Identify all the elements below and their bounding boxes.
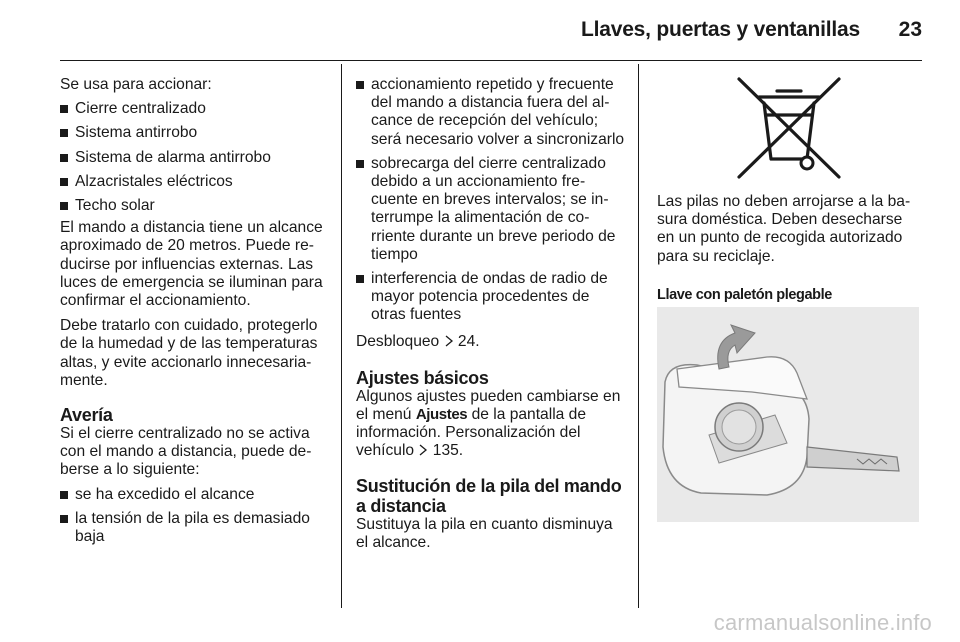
list-item: Cierre centralizado <box>60 100 328 118</box>
list-item: accionamiento repetido y frecuente del mando a distancia fuera del alcance de recepción del vehículo; será necesario volver a sincronizarlo <box>356 76 626 149</box>
settings-menu-name: Ajustes <box>415 406 468 424</box>
page-header-title: Llaves, puertas y ventanillas <box>580 18 860 41</box>
fault-cause-list <box>60 486 328 547</box>
folding-key-illustration <box>657 307 919 522</box>
list-item: Sistema de alarma antirrobo <box>60 149 328 167</box>
key-fob-battery-illustration <box>657 307 919 522</box>
header-rule <box>60 60 922 61</box>
site-watermark: carmanualsonline.info <box>713 610 932 635</box>
right-column <box>657 193 922 316</box>
bullet-icon <box>60 202 68 210</box>
crossed-out-wheelie-bin-icon <box>733 73 845 181</box>
basic-settings-heading: Ajustes básicos <box>356 367 489 388</box>
unlock-reference: Desbloqueo 24. <box>356 332 480 350</box>
list-item: Alzacristales eléctricos <box>60 173 328 191</box>
disposal-text: Las pilas no deben arrojarse a la basura doméstica. Deben desecharse en un punto de recogida autorizado para su reciclaje. <box>657 193 911 265</box>
left-column <box>60 76 328 552</box>
page-number: 23 <box>898 18 922 41</box>
folding-key-heading: Llave con paletón plegable <box>657 286 832 303</box>
bullet-icon <box>60 491 68 499</box>
page-reference-arrow-icon <box>418 444 428 456</box>
care-paragraph: Debe tratarlo con cuidado, protegerlo de la humedad y de las temperaturas altas, y evite accionarlo innecesariamente. <box>60 317 318 389</box>
bullet-icon <box>356 160 364 168</box>
column-divider-right <box>638 64 639 608</box>
unlock-page-ref[interactable]: 24. <box>457 332 480 350</box>
list-item: Sistema antirrobo <box>60 124 328 142</box>
basic-settings-text: Algunos ajustes pueden cambiarse en el menú Ajustes de la pantalla de información. Personalización del vehículo 135. <box>356 387 621 460</box>
bullet-icon <box>60 105 68 113</box>
list-item: sobrecarga del cierre centralizado debido a un accionamiento frecuente en breves intervalos; se interrumpe la alimentación de corriente durante un breve periodo de tiempo <box>356 155 626 264</box>
bullet-icon <box>60 515 68 523</box>
bullet-icon <box>356 275 364 283</box>
page-reference-arrow-icon <box>444 335 454 347</box>
vehicle-personalization-page-ref[interactable]: 135. <box>432 442 464 460</box>
middle-column <box>356 76 626 559</box>
bullet-icon <box>356 81 364 89</box>
range-paragraph: El mando a distancia tiene un alcance aproximado de 20 metros. Puede reducirse por influencias externas. Las luces de emergencia se iluminan para confirmar el accionamiento. <box>60 219 323 310</box>
function-list <box>60 100 328 215</box>
battery-replacement-text: Sustituya la pila en cuanto disminuya el alcance. <box>356 515 613 551</box>
fault-cause-list-continued <box>356 76 626 325</box>
battery-replacement-heading: Sustitución de la pila del mando a distancia <box>356 475 622 516</box>
list-item: se ha excedido el alcance <box>60 486 328 504</box>
intro-text: Se usa para accionar: <box>60 76 212 93</box>
bullet-icon <box>60 178 68 186</box>
column-divider-left <box>341 64 342 608</box>
fault-intro: Si el cierre centralizado no se activa con el mando a distancia, puede deberse a lo siguiente: <box>60 425 312 479</box>
list-item: interferencia de ondas de radio de mayor potencia procedentes de otras fuentes <box>356 270 626 325</box>
fault-heading: Avería <box>60 405 113 426</box>
bullet-icon <box>60 154 68 162</box>
bullet-icon <box>60 129 68 137</box>
list-item: Techo solar <box>60 197 328 215</box>
list-item: la tensión de la pila es demasiado baja <box>60 510 328 546</box>
